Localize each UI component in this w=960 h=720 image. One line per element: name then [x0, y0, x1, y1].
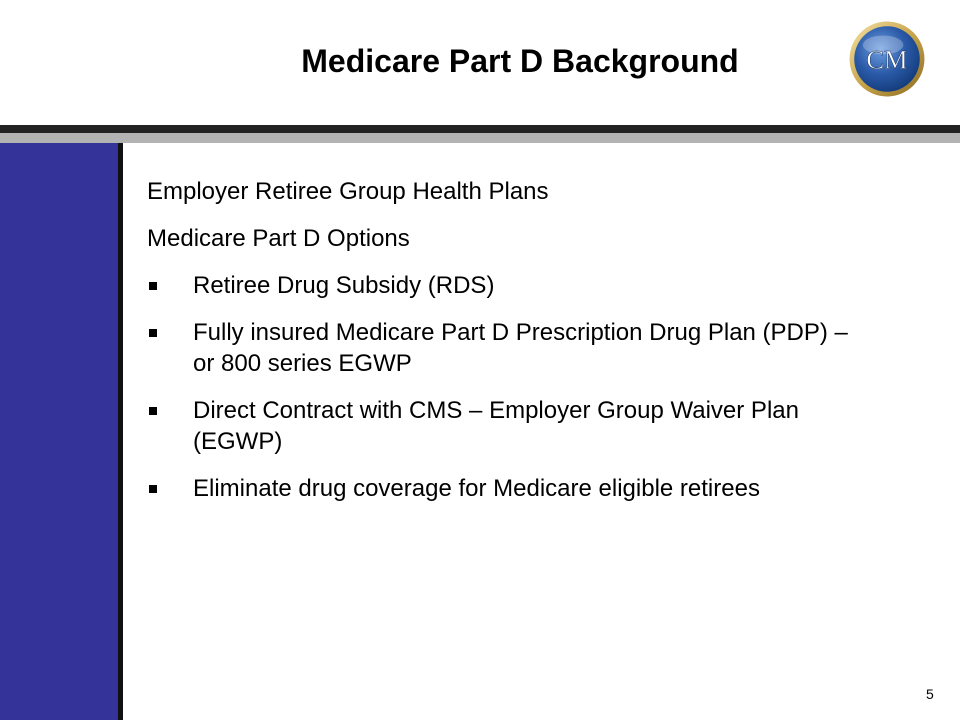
square-bullet-icon [149, 282, 157, 290]
header-rule-shadow [0, 133, 960, 143]
options-bullet-list [147, 270, 867, 504]
square-bullet-icon [149, 329, 157, 337]
logo-text: CM [866, 44, 908, 75]
bullet-text: Fully insured Medicare Part D Prescription Drug Plan (PDP) – or 800 series EGWP [193, 319, 848, 377]
bullet-text: Retiree Drug Subsidy (RDS) [193, 272, 495, 299]
slide-content [147, 176, 867, 520]
bullet-item-eliminate [147, 473, 867, 504]
square-bullet-icon [149, 407, 157, 415]
header-rule [0, 125, 960, 133]
slide-title: Medicare Part D Background [301, 43, 739, 79]
cm-logo-icon [848, 20, 926, 98]
bullet-text: Direct Contract with CMS – Employer Group Waiver Plan (EGWP) [193, 397, 799, 455]
content-line-employer-plans: Employer Retiree Group Health Plans [147, 178, 549, 205]
bullet-text: Eliminate drug coverage for Medicare eligible retirees [193, 475, 760, 502]
bullet-item-pdp [147, 317, 867, 379]
page-number: 5 [926, 686, 934, 702]
content-line-part-d-options: Medicare Part D Options [147, 225, 410, 252]
bullet-item-rds [147, 270, 867, 301]
side-bar-edge [118, 143, 123, 720]
side-bar [0, 143, 118, 720]
square-bullet-icon [149, 485, 157, 493]
bullet-item-egwp [147, 395, 867, 457]
